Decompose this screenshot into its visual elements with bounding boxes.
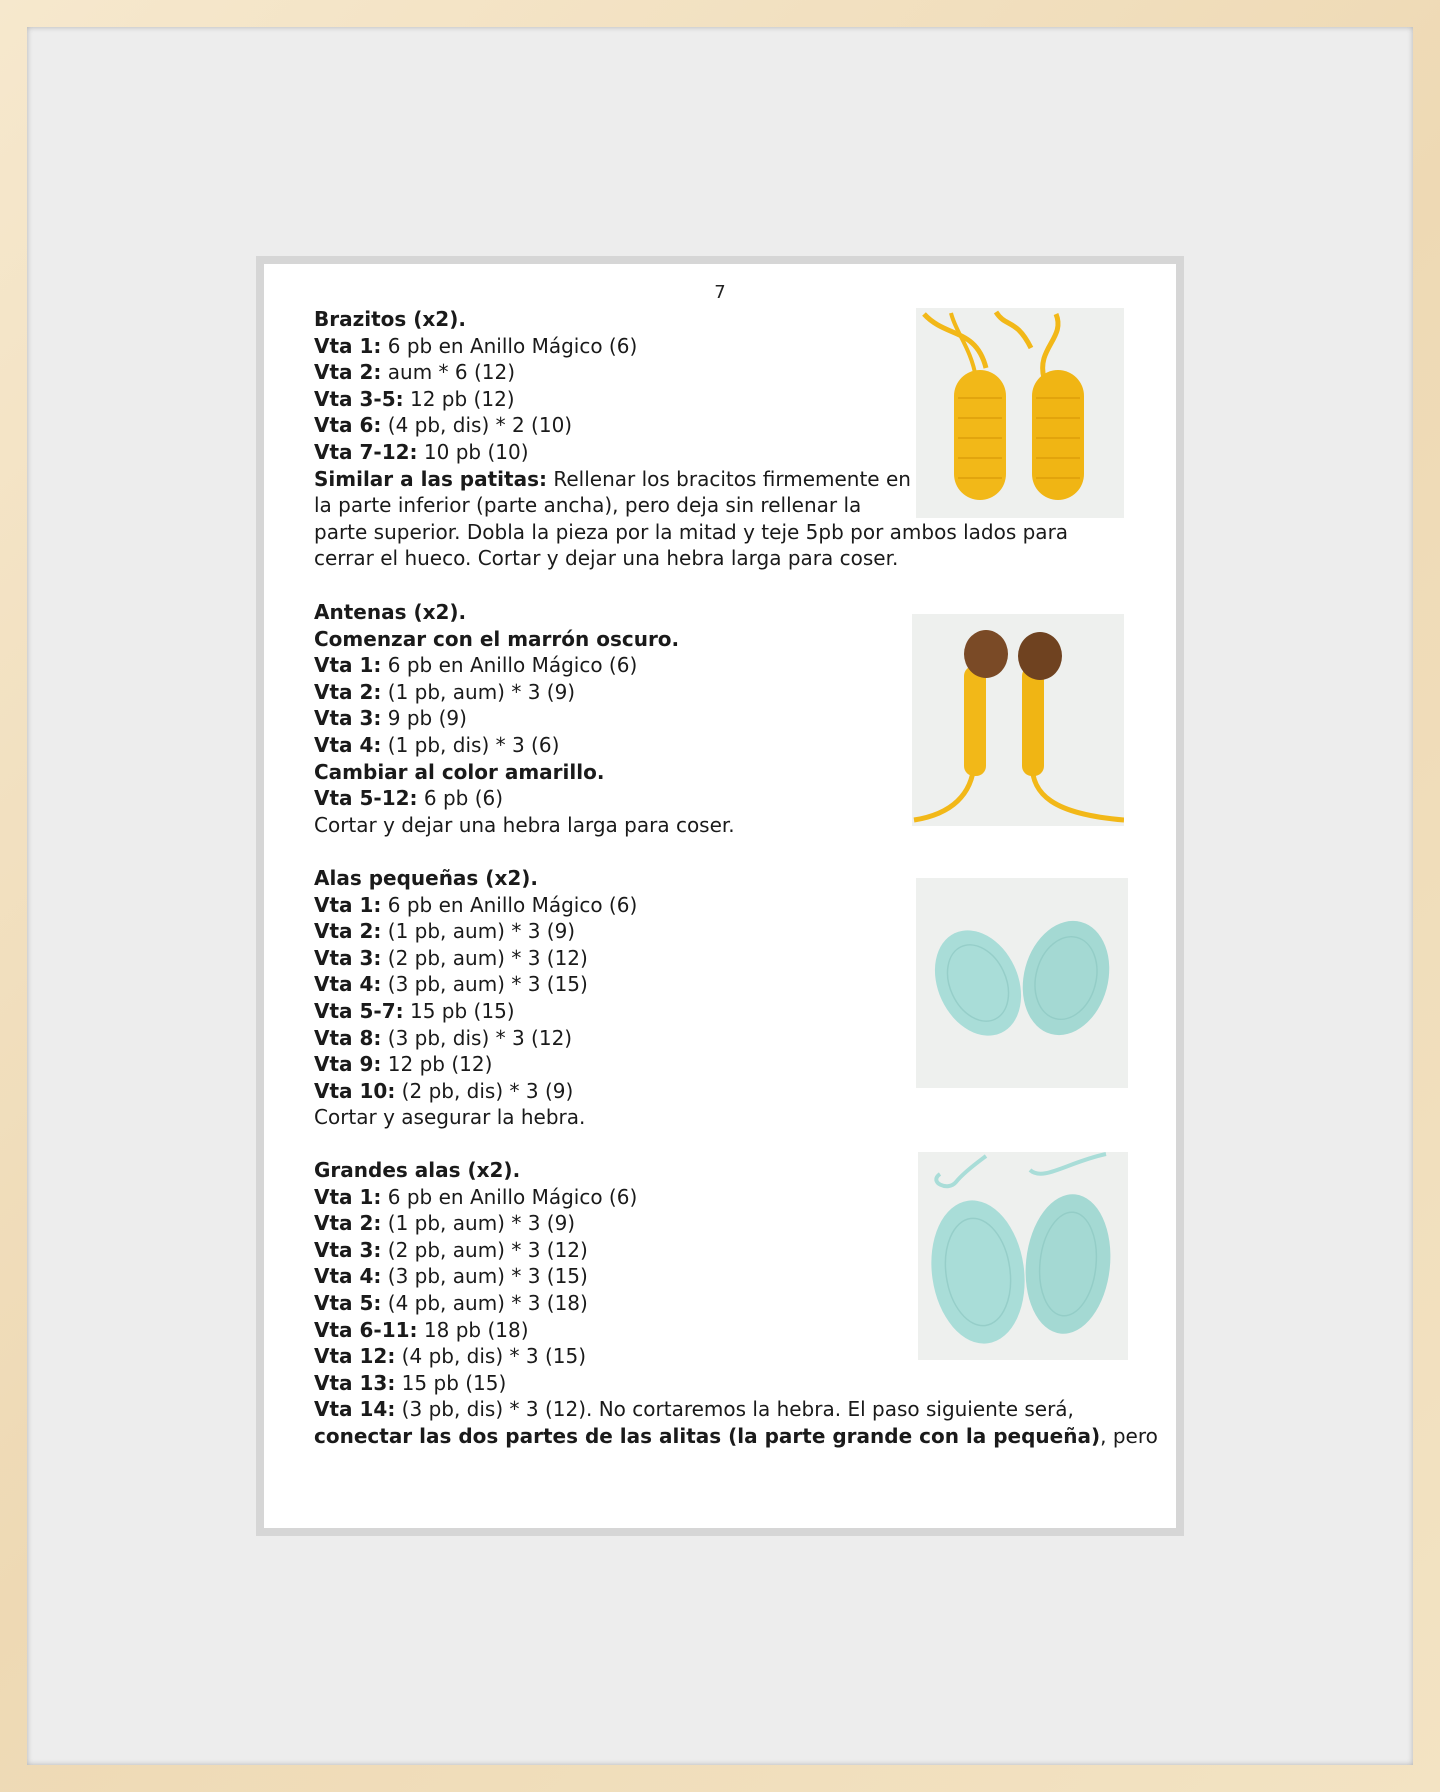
row: Vta 3: (2 pb, aum) * 3 (12)	[314, 945, 588, 970]
note: parte superior. Dobla la pieza por la mitad y teje 5pb por ambos lados para	[314, 519, 1069, 544]
section-title: Brazitos (x2).	[314, 307, 466, 331]
yellow-arms-photo	[916, 308, 1124, 518]
row: Vta 5-7: 15 pb (15)	[314, 998, 515, 1023]
row: Vta 14: (3 pb, dis) * 3 (12). No cortaremos la hebra. El paso siguiente será,	[314, 1397, 1074, 1422]
row: Vta 12: (4 pb, dis) * 3 (15)	[314, 1344, 587, 1369]
section-title: Antenas (x2).	[314, 600, 467, 624]
row: Vta 5: (4 pb, aum) * 3 (18)	[314, 1290, 588, 1315]
row: Vta 3: (2 pb, aum) * 3 (12)	[314, 1237, 588, 1262]
row: Vta 5-12: 6 pb (6)	[314, 786, 504, 811]
page-number: 7	[714, 282, 726, 303]
row: Vta 4: (3 pb, aum) * 3 (15)	[314, 972, 588, 997]
closing: Cortar y asegurar la hebra.	[314, 1105, 586, 1130]
row: Vta 13: 15 pb (15)	[314, 1370, 507, 1395]
final-line: conectar las dos partes de las alitas (la parte grande con la pequeña), pero	[314, 1423, 1158, 1448]
section-title: Grandes alas (x2).	[314, 1158, 521, 1182]
note: Similar a las patitas: Rellenar los bracitos firmemente en	[314, 466, 911, 491]
row: Vta 8: (3 pb, dis) * 3 (12)	[314, 1025, 573, 1050]
row: Vta 1: 6 pb en Anillo Mágico (6)	[314, 892, 638, 917]
section-title: Alas pequeñas (x2).	[314, 866, 538, 890]
row: Vta 6: (4 pb, dis) * 2 (10)	[314, 413, 573, 438]
large-wings-photo	[918, 1152, 1128, 1360]
row: Vta 6-11: 18 pb (18)	[314, 1317, 529, 1342]
section-subtitle: Comenzar con el marrón oscuro.	[314, 626, 680, 651]
row: Vta 4: (1 pb, dis) * 3 (6)	[314, 732, 560, 757]
note: la parte inferior (parte ancha), pero deja sin rellenar la	[314, 493, 862, 518]
row: Vta 2: (1 pb, aum) * 3 (9)	[314, 919, 576, 944]
row: Vta 1: 6 pb en Anillo Mágico (6)	[314, 653, 638, 678]
antennae-photo	[912, 614, 1124, 826]
row: Vta 4: (3 pb, aum) * 3 (15)	[314, 1264, 588, 1289]
row: Vta 2: (1 pb, aum) * 3 (9)	[314, 679, 576, 704]
row: Vta 3: 9 pb (9)	[314, 706, 467, 731]
row: Vta 3-5: 12 pb (12)	[314, 386, 515, 411]
row: Vta 10: (2 pb, dis) * 3 (9)	[314, 1078, 574, 1103]
closing: Cortar y dejar una hebra larga para coser.	[314, 812, 735, 837]
row: Vta 2: (1 pb, aum) * 3 (9)	[314, 1211, 576, 1236]
note: cerrar el hueco. Cortar y dejar una hebra larga para coser.	[314, 546, 899, 571]
row: Vta 1: 6 pb en Anillo Mágico (6)	[314, 1184, 638, 1209]
row: Vta 1: 6 pb en Anillo Mágico (6)	[314, 333, 638, 358]
row: Vta 7-12: 10 pb (10)	[314, 439, 529, 464]
row: Vta 9: 12 pb (12)	[314, 1052, 493, 1077]
document-page	[264, 264, 1176, 1528]
color-change: Cambiar al color amarillo.	[314, 759, 605, 784]
small-wings-photo	[916, 878, 1128, 1088]
row: Vta 2: aum * 6 (12)	[314, 360, 516, 385]
